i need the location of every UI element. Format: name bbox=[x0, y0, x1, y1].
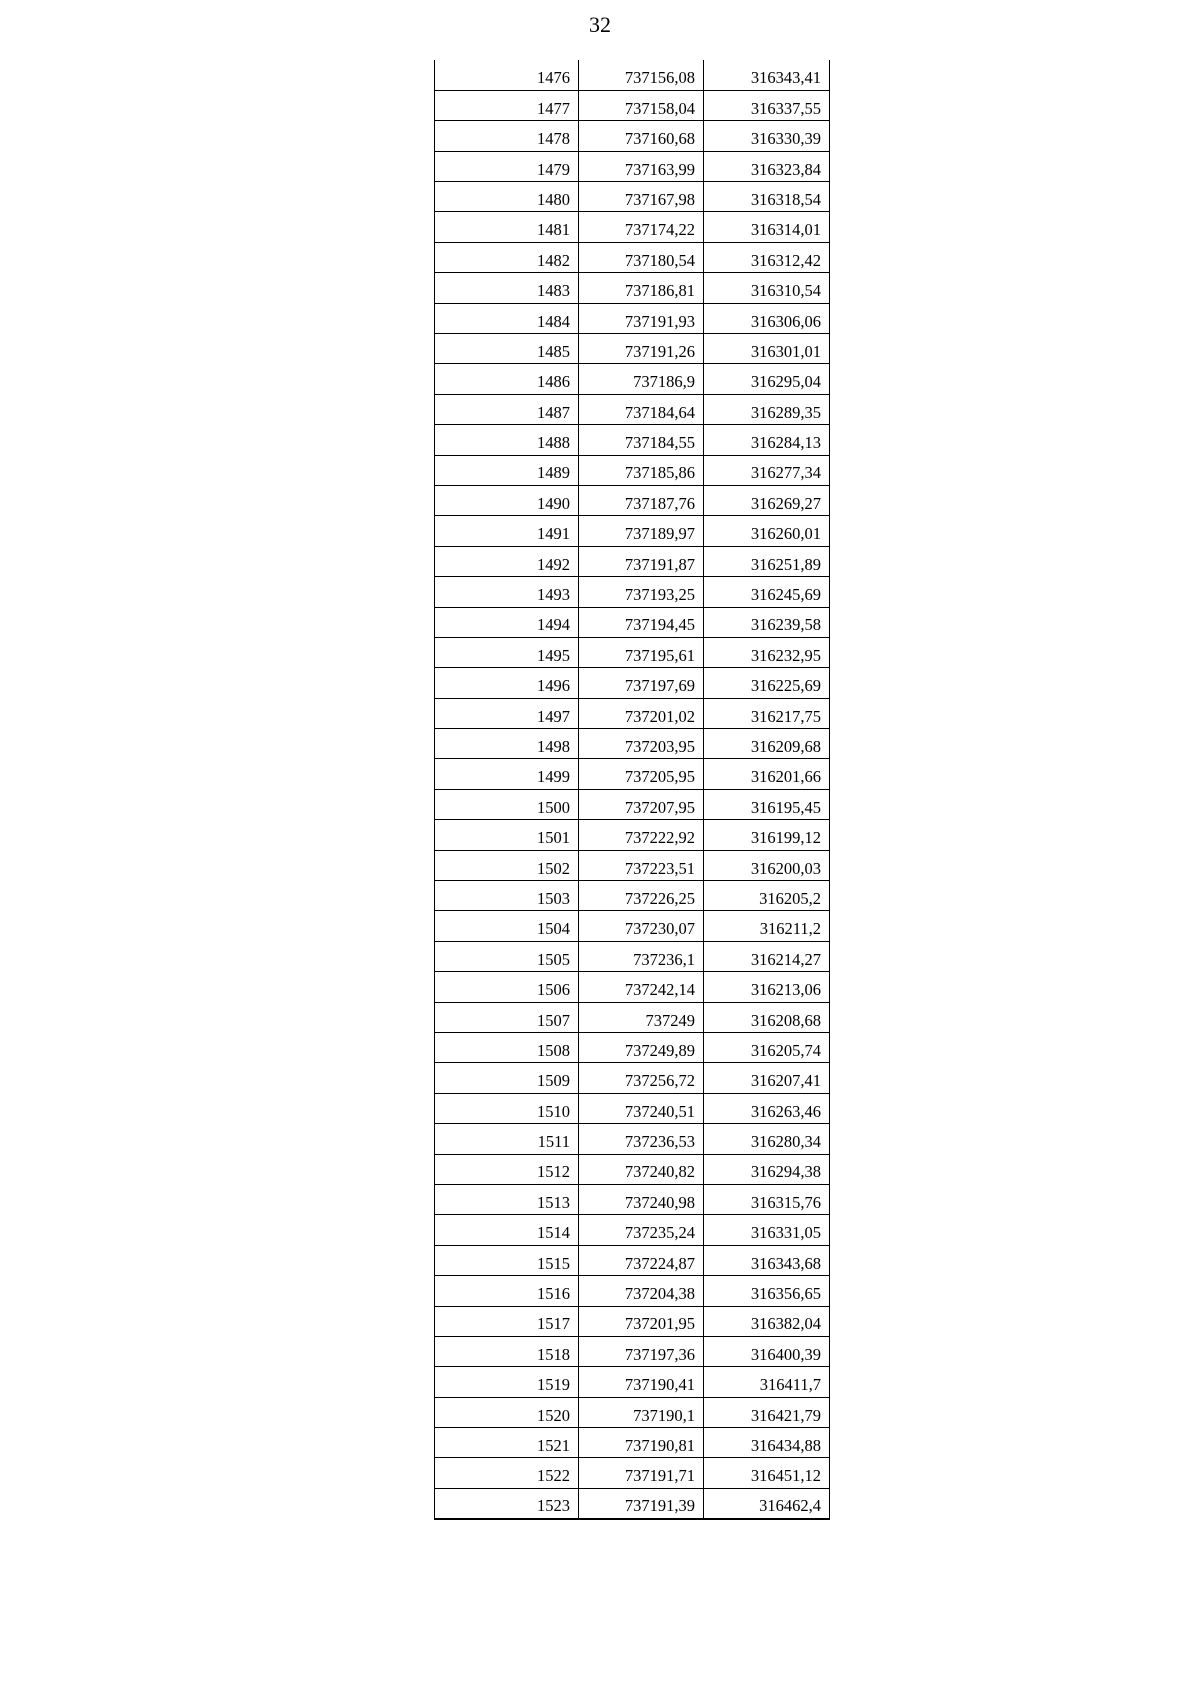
table-row bbox=[435, 972, 830, 1002]
table-row bbox=[435, 516, 830, 546]
y-coordinate-cell: 316207,41 bbox=[704, 1063, 830, 1093]
y-coordinate-cell: 316239,58 bbox=[704, 607, 830, 637]
table-row bbox=[435, 911, 830, 941]
table-row bbox=[435, 850, 830, 880]
y-coordinate-cell: 316213,06 bbox=[704, 972, 830, 1002]
y-coordinate-cell: 316277,34 bbox=[704, 455, 830, 485]
x-coordinate-cell: 737230,07 bbox=[579, 911, 704, 941]
x-coordinate-cell: 737191,71 bbox=[579, 1458, 704, 1488]
point-number-cell: 1477 bbox=[435, 90, 579, 120]
x-coordinate-cell: 737184,64 bbox=[579, 394, 704, 424]
table-row bbox=[435, 212, 830, 242]
x-coordinate-cell: 737187,76 bbox=[579, 485, 704, 515]
y-coordinate-cell: 316462,4 bbox=[704, 1488, 830, 1518]
point-number-cell: 1522 bbox=[435, 1458, 579, 1488]
x-coordinate-cell: 737203,95 bbox=[579, 729, 704, 759]
y-coordinate-cell: 316263,46 bbox=[704, 1093, 830, 1123]
point-number-cell: 1500 bbox=[435, 789, 579, 819]
coordinates-table-container bbox=[434, 60, 830, 1520]
point-number-cell: 1498 bbox=[435, 729, 579, 759]
table-row bbox=[435, 364, 830, 394]
point-number-cell: 1513 bbox=[435, 1184, 579, 1214]
table-row bbox=[435, 577, 830, 607]
y-coordinate-cell: 316208,68 bbox=[704, 1002, 830, 1032]
x-coordinate-cell: 737207,95 bbox=[579, 789, 704, 819]
y-coordinate-cell: 316323,84 bbox=[704, 151, 830, 181]
x-coordinate-cell: 737240,98 bbox=[579, 1184, 704, 1214]
table-row bbox=[435, 273, 830, 303]
table-row bbox=[435, 394, 830, 424]
x-coordinate-cell: 737242,14 bbox=[579, 972, 704, 1002]
y-coordinate-cell: 316260,01 bbox=[704, 516, 830, 546]
y-coordinate-cell: 316312,42 bbox=[704, 242, 830, 272]
x-coordinate-cell: 737223,51 bbox=[579, 850, 704, 880]
point-number-cell: 1499 bbox=[435, 759, 579, 789]
point-number-cell: 1519 bbox=[435, 1367, 579, 1397]
point-number-cell: 1486 bbox=[435, 364, 579, 394]
coordinates-table bbox=[434, 60, 830, 1520]
point-number-cell: 1488 bbox=[435, 425, 579, 455]
y-coordinate-cell: 316400,39 bbox=[704, 1336, 830, 1366]
y-coordinate-cell: 316205,74 bbox=[704, 1033, 830, 1063]
x-coordinate-cell: 737184,55 bbox=[579, 425, 704, 455]
y-coordinate-cell: 316280,34 bbox=[704, 1124, 830, 1154]
x-coordinate-cell: 737190,1 bbox=[579, 1397, 704, 1427]
x-coordinate-cell: 737204,38 bbox=[579, 1276, 704, 1306]
point-number-cell: 1518 bbox=[435, 1336, 579, 1366]
y-coordinate-cell: 316306,06 bbox=[704, 303, 830, 333]
x-coordinate-cell: 737249,89 bbox=[579, 1033, 704, 1063]
table-row bbox=[435, 1276, 830, 1306]
point-number-cell: 1509 bbox=[435, 1063, 579, 1093]
point-number-cell: 1485 bbox=[435, 334, 579, 364]
y-coordinate-cell: 316315,76 bbox=[704, 1184, 830, 1214]
point-number-cell: 1514 bbox=[435, 1215, 579, 1245]
point-number-cell: 1480 bbox=[435, 182, 579, 212]
point-number-cell: 1516 bbox=[435, 1276, 579, 1306]
point-number-cell: 1515 bbox=[435, 1245, 579, 1275]
point-number-cell: 1521 bbox=[435, 1428, 579, 1458]
y-coordinate-cell: 316214,27 bbox=[704, 941, 830, 971]
x-coordinate-cell: 737226,25 bbox=[579, 881, 704, 911]
y-coordinate-cell: 316269,27 bbox=[704, 485, 830, 515]
y-coordinate-cell: 316201,66 bbox=[704, 759, 830, 789]
x-coordinate-cell: 737156,08 bbox=[579, 60, 704, 90]
x-coordinate-cell: 737174,22 bbox=[579, 212, 704, 242]
table-row bbox=[435, 1367, 830, 1397]
x-coordinate-cell: 737240,51 bbox=[579, 1093, 704, 1123]
point-number-cell: 1492 bbox=[435, 546, 579, 576]
table-row bbox=[435, 729, 830, 759]
table-row bbox=[435, 1488, 830, 1518]
y-coordinate-cell: 316301,01 bbox=[704, 334, 830, 364]
y-coordinate-cell: 316451,12 bbox=[704, 1458, 830, 1488]
y-coordinate-cell: 316225,69 bbox=[704, 668, 830, 698]
point-number-cell: 1517 bbox=[435, 1306, 579, 1336]
x-coordinate-cell: 737186,81 bbox=[579, 273, 704, 303]
point-number-cell: 1496 bbox=[435, 668, 579, 698]
point-number-cell: 1479 bbox=[435, 151, 579, 181]
y-coordinate-cell: 316343,68 bbox=[704, 1245, 830, 1275]
point-number-cell: 1491 bbox=[435, 516, 579, 546]
y-coordinate-cell: 316199,12 bbox=[704, 820, 830, 850]
point-number-cell: 1494 bbox=[435, 607, 579, 637]
table-row bbox=[435, 121, 830, 151]
table-row bbox=[435, 1124, 830, 1154]
y-coordinate-cell: 316209,68 bbox=[704, 729, 830, 759]
x-coordinate-cell: 737186,9 bbox=[579, 364, 704, 394]
y-coordinate-cell: 316245,69 bbox=[704, 577, 830, 607]
table-row bbox=[435, 607, 830, 637]
x-coordinate-cell: 737191,87 bbox=[579, 546, 704, 576]
x-coordinate-cell: 737197,36 bbox=[579, 1336, 704, 1366]
table-row bbox=[435, 759, 830, 789]
table-row bbox=[435, 1184, 830, 1214]
point-number-cell: 1511 bbox=[435, 1124, 579, 1154]
table-row bbox=[435, 151, 830, 181]
x-coordinate-cell: 737205,95 bbox=[579, 759, 704, 789]
table-row bbox=[435, 425, 830, 455]
point-number-cell: 1505 bbox=[435, 941, 579, 971]
table-row bbox=[435, 1245, 830, 1275]
point-number-cell: 1501 bbox=[435, 820, 579, 850]
table-row bbox=[435, 1397, 830, 1427]
point-number-cell: 1483 bbox=[435, 273, 579, 303]
y-coordinate-cell: 316330,39 bbox=[704, 121, 830, 151]
table-row bbox=[435, 242, 830, 272]
x-coordinate-cell: 737256,72 bbox=[579, 1063, 704, 1093]
table-row bbox=[435, 820, 830, 850]
point-number-cell: 1487 bbox=[435, 394, 579, 424]
table-row bbox=[435, 698, 830, 728]
table-row bbox=[435, 941, 830, 971]
x-coordinate-cell: 737185,86 bbox=[579, 455, 704, 485]
table-row bbox=[435, 1306, 830, 1336]
table-row bbox=[435, 485, 830, 515]
y-coordinate-cell: 316217,75 bbox=[704, 698, 830, 728]
x-coordinate-cell: 737191,93 bbox=[579, 303, 704, 333]
y-coordinate-cell: 316331,05 bbox=[704, 1215, 830, 1245]
point-number-cell: 1504 bbox=[435, 911, 579, 941]
point-number-cell: 1484 bbox=[435, 303, 579, 333]
y-coordinate-cell: 316251,89 bbox=[704, 546, 830, 576]
table-row bbox=[435, 789, 830, 819]
x-coordinate-cell: 737163,99 bbox=[579, 151, 704, 181]
point-number-cell: 1508 bbox=[435, 1033, 579, 1063]
y-coordinate-cell: 316411,7 bbox=[704, 1367, 830, 1397]
x-coordinate-cell: 737193,25 bbox=[579, 577, 704, 607]
x-coordinate-cell: 737201,02 bbox=[579, 698, 704, 728]
coordinates-table-body bbox=[435, 60, 830, 1519]
table-row bbox=[435, 1093, 830, 1123]
x-coordinate-cell: 737240,82 bbox=[579, 1154, 704, 1184]
table-row bbox=[435, 1033, 830, 1063]
point-number-cell: 1497 bbox=[435, 698, 579, 728]
y-coordinate-cell: 316195,45 bbox=[704, 789, 830, 819]
point-number-cell: 1502 bbox=[435, 850, 579, 880]
x-coordinate-cell: 737235,24 bbox=[579, 1215, 704, 1245]
point-number-cell: 1481 bbox=[435, 212, 579, 242]
table-row bbox=[435, 668, 830, 698]
y-coordinate-cell: 316310,54 bbox=[704, 273, 830, 303]
table-row bbox=[435, 182, 830, 212]
x-coordinate-cell: 737249 bbox=[579, 1002, 704, 1032]
point-number-cell: 1476 bbox=[435, 60, 579, 90]
table-row bbox=[435, 303, 830, 333]
page-number: 32 bbox=[589, 12, 611, 37]
table-row bbox=[435, 1336, 830, 1366]
x-coordinate-cell: 737224,87 bbox=[579, 1245, 704, 1275]
x-coordinate-cell: 737189,97 bbox=[579, 516, 704, 546]
y-coordinate-cell: 316314,01 bbox=[704, 212, 830, 242]
x-coordinate-cell: 737197,69 bbox=[579, 668, 704, 698]
point-number-cell: 1512 bbox=[435, 1154, 579, 1184]
y-coordinate-cell: 316421,79 bbox=[704, 1397, 830, 1427]
x-coordinate-cell: 737201,95 bbox=[579, 1306, 704, 1336]
point-number-cell: 1482 bbox=[435, 242, 579, 272]
table-row bbox=[435, 1154, 830, 1184]
x-coordinate-cell: 737158,04 bbox=[579, 90, 704, 120]
x-coordinate-cell: 737236,1 bbox=[579, 941, 704, 971]
y-coordinate-cell: 316356,65 bbox=[704, 1276, 830, 1306]
x-coordinate-cell: 737222,92 bbox=[579, 820, 704, 850]
y-coordinate-cell: 316343,41 bbox=[704, 60, 830, 90]
point-number-cell: 1490 bbox=[435, 485, 579, 515]
point-number-cell: 1503 bbox=[435, 881, 579, 911]
table-row bbox=[435, 455, 830, 485]
x-coordinate-cell: 737160,68 bbox=[579, 121, 704, 151]
point-number-cell: 1510 bbox=[435, 1093, 579, 1123]
y-coordinate-cell: 316284,13 bbox=[704, 425, 830, 455]
y-coordinate-cell: 316318,54 bbox=[704, 182, 830, 212]
x-coordinate-cell: 737194,45 bbox=[579, 607, 704, 637]
point-number-cell: 1493 bbox=[435, 577, 579, 607]
point-number-cell: 1520 bbox=[435, 1397, 579, 1427]
table-row bbox=[435, 1063, 830, 1093]
y-coordinate-cell: 316200,03 bbox=[704, 850, 830, 880]
point-number-cell: 1478 bbox=[435, 121, 579, 151]
x-coordinate-cell: 737167,98 bbox=[579, 182, 704, 212]
y-coordinate-cell: 316434,88 bbox=[704, 1428, 830, 1458]
y-coordinate-cell: 316289,35 bbox=[704, 394, 830, 424]
table-row bbox=[435, 1458, 830, 1488]
point-number-cell: 1489 bbox=[435, 455, 579, 485]
table-row bbox=[435, 546, 830, 576]
y-coordinate-cell: 316205,2 bbox=[704, 881, 830, 911]
x-coordinate-cell: 737190,81 bbox=[579, 1428, 704, 1458]
point-number-cell: 1506 bbox=[435, 972, 579, 1002]
x-coordinate-cell: 737190,41 bbox=[579, 1367, 704, 1397]
point-number-cell: 1523 bbox=[435, 1488, 579, 1518]
table-row bbox=[435, 1215, 830, 1245]
table-row bbox=[435, 334, 830, 364]
table-row bbox=[435, 881, 830, 911]
y-coordinate-cell: 316295,04 bbox=[704, 364, 830, 394]
point-number-cell: 1495 bbox=[435, 637, 579, 667]
table-row bbox=[435, 1002, 830, 1032]
table-row bbox=[435, 1428, 830, 1458]
y-coordinate-cell: 316337,55 bbox=[704, 90, 830, 120]
table-row bbox=[435, 90, 830, 120]
table-row bbox=[435, 637, 830, 667]
x-coordinate-cell: 737191,39 bbox=[579, 1488, 704, 1518]
x-coordinate-cell: 737195,61 bbox=[579, 637, 704, 667]
x-coordinate-cell: 737191,26 bbox=[579, 334, 704, 364]
y-coordinate-cell: 316211,2 bbox=[704, 911, 830, 941]
y-coordinate-cell: 316382,04 bbox=[704, 1306, 830, 1336]
y-coordinate-cell: 316232,95 bbox=[704, 637, 830, 667]
x-coordinate-cell: 737236,53 bbox=[579, 1124, 704, 1154]
x-coordinate-cell: 737180,54 bbox=[579, 242, 704, 272]
table-row bbox=[435, 60, 830, 90]
point-number-cell: 1507 bbox=[435, 1002, 579, 1032]
y-coordinate-cell: 316294,38 bbox=[704, 1154, 830, 1184]
